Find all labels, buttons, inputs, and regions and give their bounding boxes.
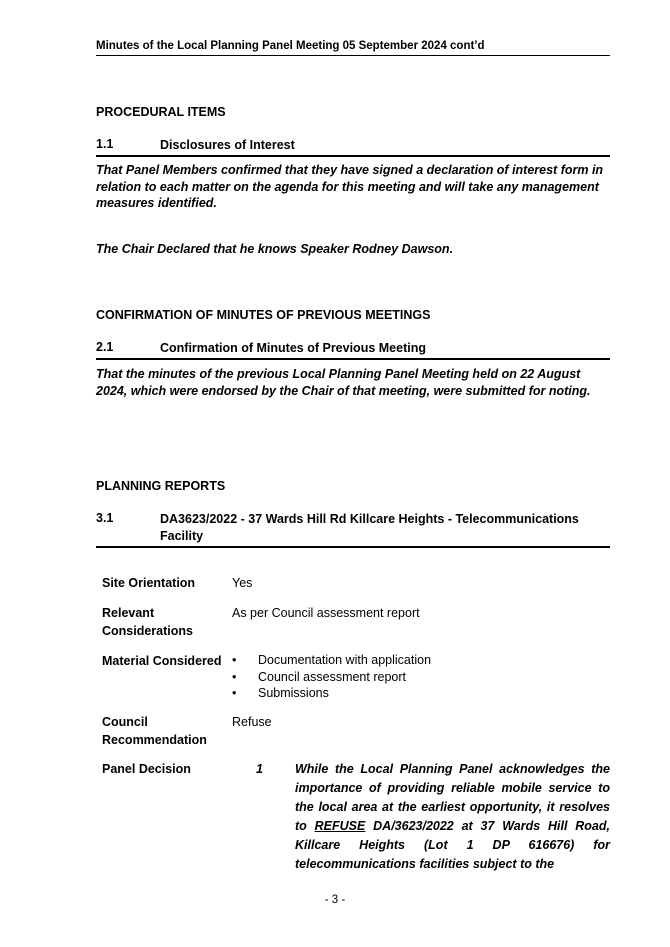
list-item: • Council assessment report	[232, 669, 610, 686]
item-number: 3.1	[96, 511, 114, 525]
procedural-items-heading: PROCEDURAL ITEMS	[96, 105, 226, 119]
chair-declaration-paragraph: The Chair Declared that he knows Speaker Rodney Dawson.	[96, 242, 454, 256]
page-header: Minutes of the Local Planning Panel Meeting 05 September 2024 cont’d	[96, 40, 610, 56]
row-label: Site Orientation	[102, 576, 196, 590]
decision-text	[295, 760, 610, 874]
item-number: 1.1	[96, 137, 114, 151]
confirmation-heading: CONFIRMATION OF MINUTES OF PREVIOUS MEETINGS	[96, 308, 431, 322]
item-title: Disclosures of Interest	[160, 138, 295, 152]
confirmation-paragraph: That the minutes of the previous Local Planning Panel Meeting held on 22 August 2024, which were endorsed by the Chair of that meeting, were submitted for noting.	[96, 367, 591, 398]
item-1-1-heading	[96, 137, 610, 157]
row-value: Yes	[232, 576, 253, 590]
item-number: 2.1	[96, 340, 114, 354]
decision-text-part: While the Local Planning Panel acknowledges the importance of providing reliable mobile service to the local area at the earliest opportunity, it resolves to	[295, 762, 610, 833]
page-number: - 3 -	[324, 894, 346, 906]
item-title: Confirmation of Minutes of Previous Meeting	[160, 341, 426, 355]
row-value: As per Council assessment report	[232, 606, 420, 620]
item-2-1-heading	[96, 340, 610, 360]
disclosure-paragraph: That Panel Members confirmed that they have signed a declaration of interest form in relation to each matter on the agenda for this meeting and will take any management measures identified.	[96, 163, 604, 210]
item-title: DA3623/2022 - 37 Wards Hill Rd Killcare Heights - Telecommunications Facility	[160, 512, 579, 543]
list-item: • Documentation with application	[232, 652, 610, 669]
refuse-keyword: REFUSE	[314, 819, 366, 833]
row-label: Relevant Considerations	[102, 606, 193, 638]
decision-text-part: DA/3623/2022 at 37 Wards Hill Road, Killcare Heights (Lot 1 DP 616676) for telecommunications facilities subject to the	[295, 819, 610, 871]
row-label: Council Recommendation	[102, 715, 207, 747]
row-value: Refuse	[232, 715, 272, 729]
planning-reports-heading: PLANNING REPORTS	[96, 479, 226, 493]
item-3-1-heading	[96, 511, 610, 548]
row-value	[232, 652, 610, 702]
row-label: Panel Decision	[102, 762, 191, 776]
row-label: Material Considered	[102, 654, 222, 668]
material-list	[232, 652, 610, 702]
decision-number: 1	[256, 762, 263, 776]
list-item: • Submissions	[232, 685, 610, 702]
